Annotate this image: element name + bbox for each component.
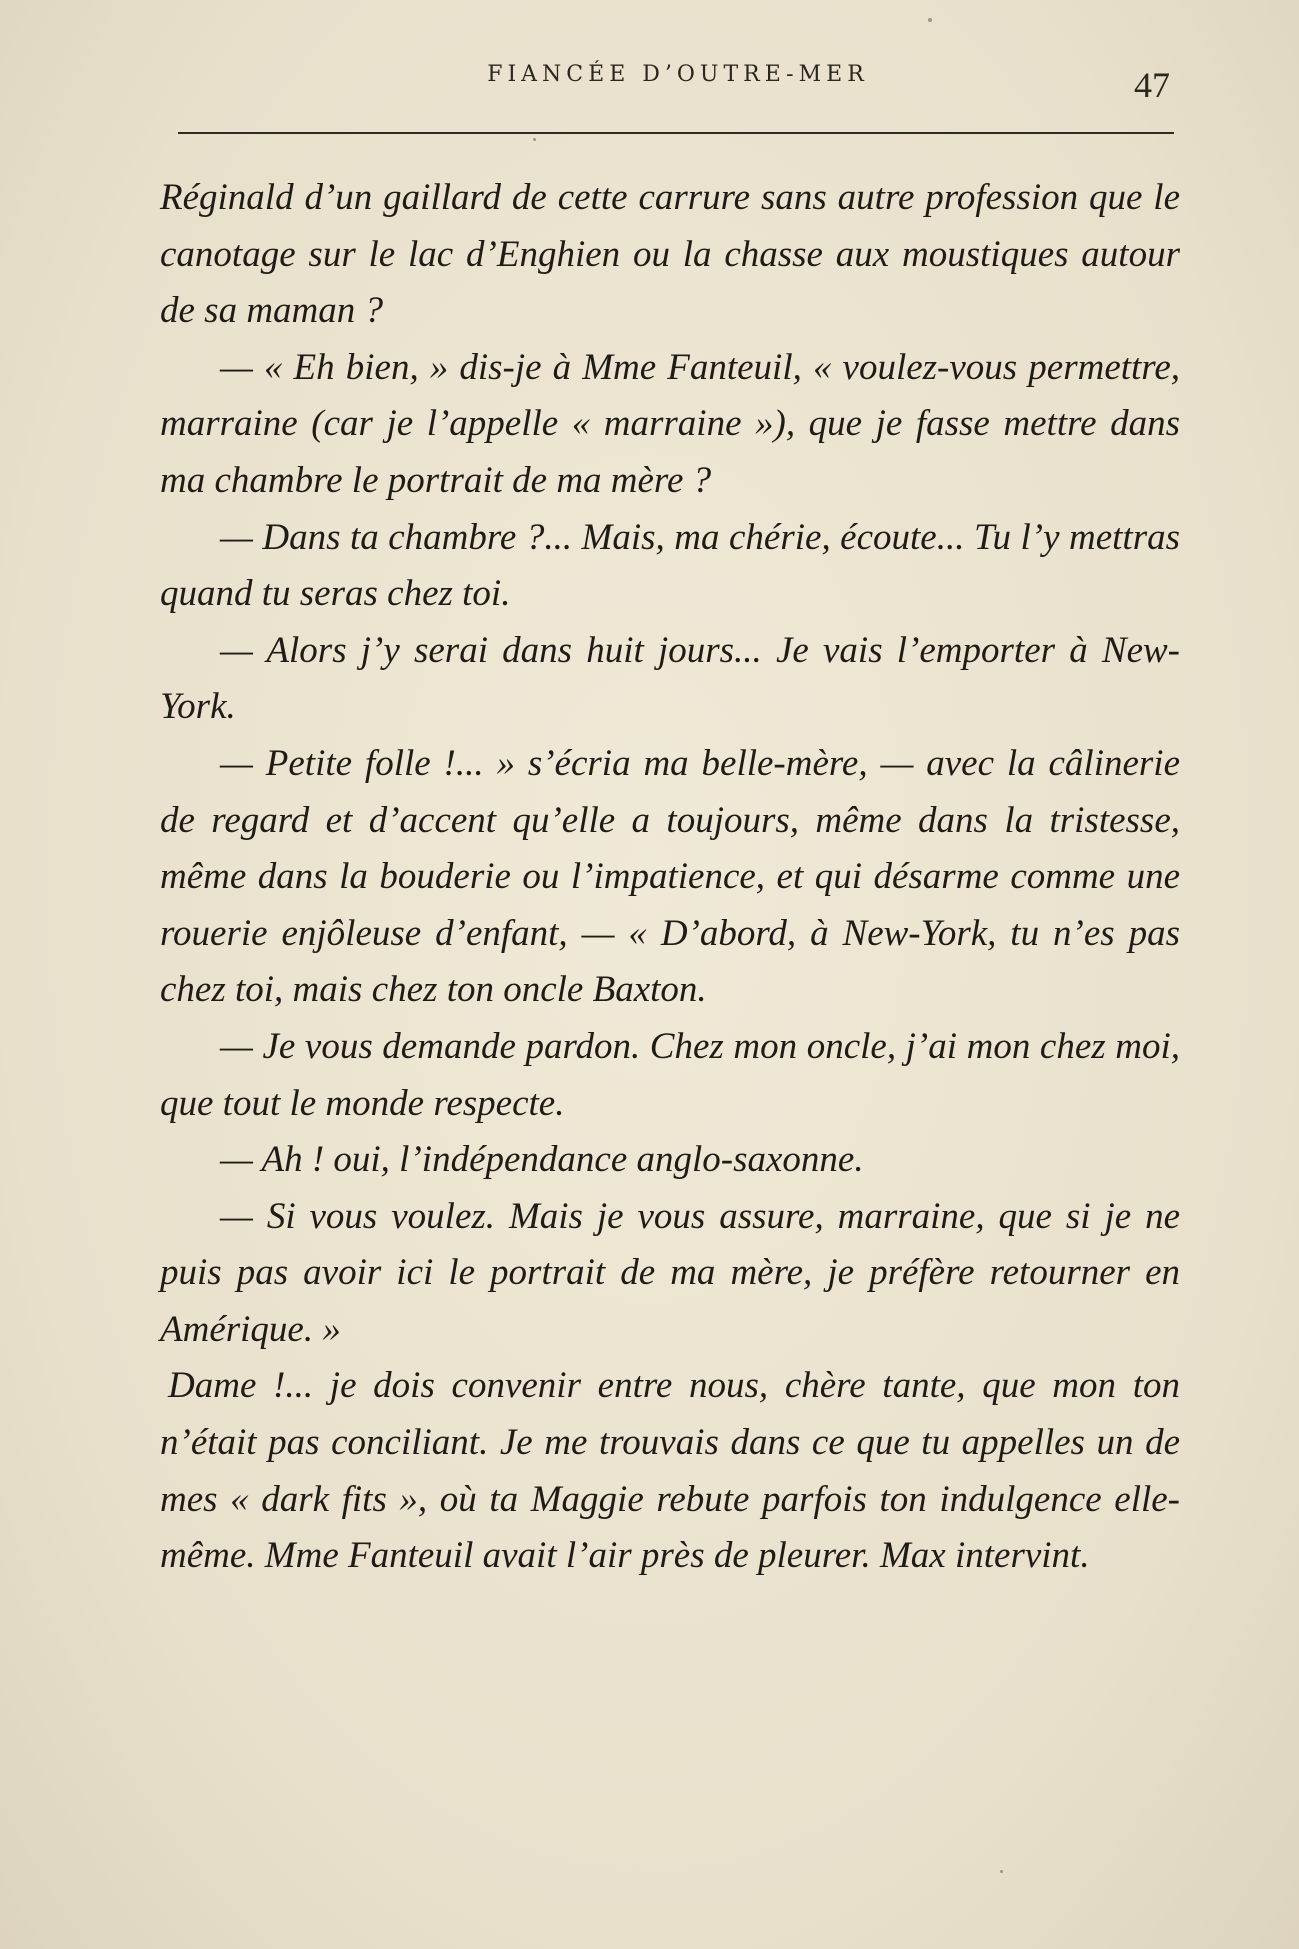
paper-speck [928,18,932,22]
paragraph: — Je vous demande pardon. Chez mon oncle, j’ai mon chez moi, que tout le monde respecte. [160,1025,1180,1124]
paragraph: Dame !... je dois convenir entre nous, chère tante, que mon ton n’était pas conciliant. Je me trouvais dans ce que tu appelles un de mes « dark fits », où ta Maggie rebute parfois ton indulgence elle-même. Mme Fanteuil avait l’air près de pleurer. Max intervint. [160,1365,1180,1577]
paper-speck [533,138,536,141]
page-number: 47 [1134,65,1170,105]
paragraph: — Ah ! oui, l’indépendance anglo-saxonne. [220,1139,864,1181]
paper-speck [1000,1870,1003,1873]
running-title: FIANCÉE D’OUTRE-MER [487,62,869,87]
paragraph: — Petite folle !... » s’écria ma belle-mère, — avec la câlinerie de regard et d’accent qu’elle a toujours, même dans la tristesse, même dans la bouderie ou l’impatience, et qui désarme comme une rouerie enjôleuse d’enfant, — « D’abord, à New-York, tu n’es pas chez toi, mais chez ton oncle Baxton. [160,742,1180,1011]
paragraph: Réginald d’un gaillard de cette carrure sans autre profession que le canotage sur le lac d’Enghien ou la chasse aux moustiques autour de sa maman ? [160,177,1180,332]
paragraph: — Dans ta chambre ?... Mais, ma chérie, écoute... Tu l’y mettras quand tu seras chez toi. [160,516,1180,615]
running-head [178,58,1178,108]
body-text [160,170,1180,1585]
paragraph: — « Eh bien, » dis-je à Mme Fanteuil, « voulez-vous permettre, marraine (car je l’appelle « marraine »), que je fasse mettre dans ma chambre le portrait de ma mère ? [160,346,1180,501]
paragraph: — Si vous voulez. Mais je vous assure, marraine, que si je ne puis pas avoir ici le portrait de ma mère, je préfère retourner en Amérique. » [160,1195,1180,1350]
header-rule [178,132,1174,134]
paragraph: — Alors j’y serai dans huit jours... Je vais l’emporter à New-York. [160,629,1180,728]
